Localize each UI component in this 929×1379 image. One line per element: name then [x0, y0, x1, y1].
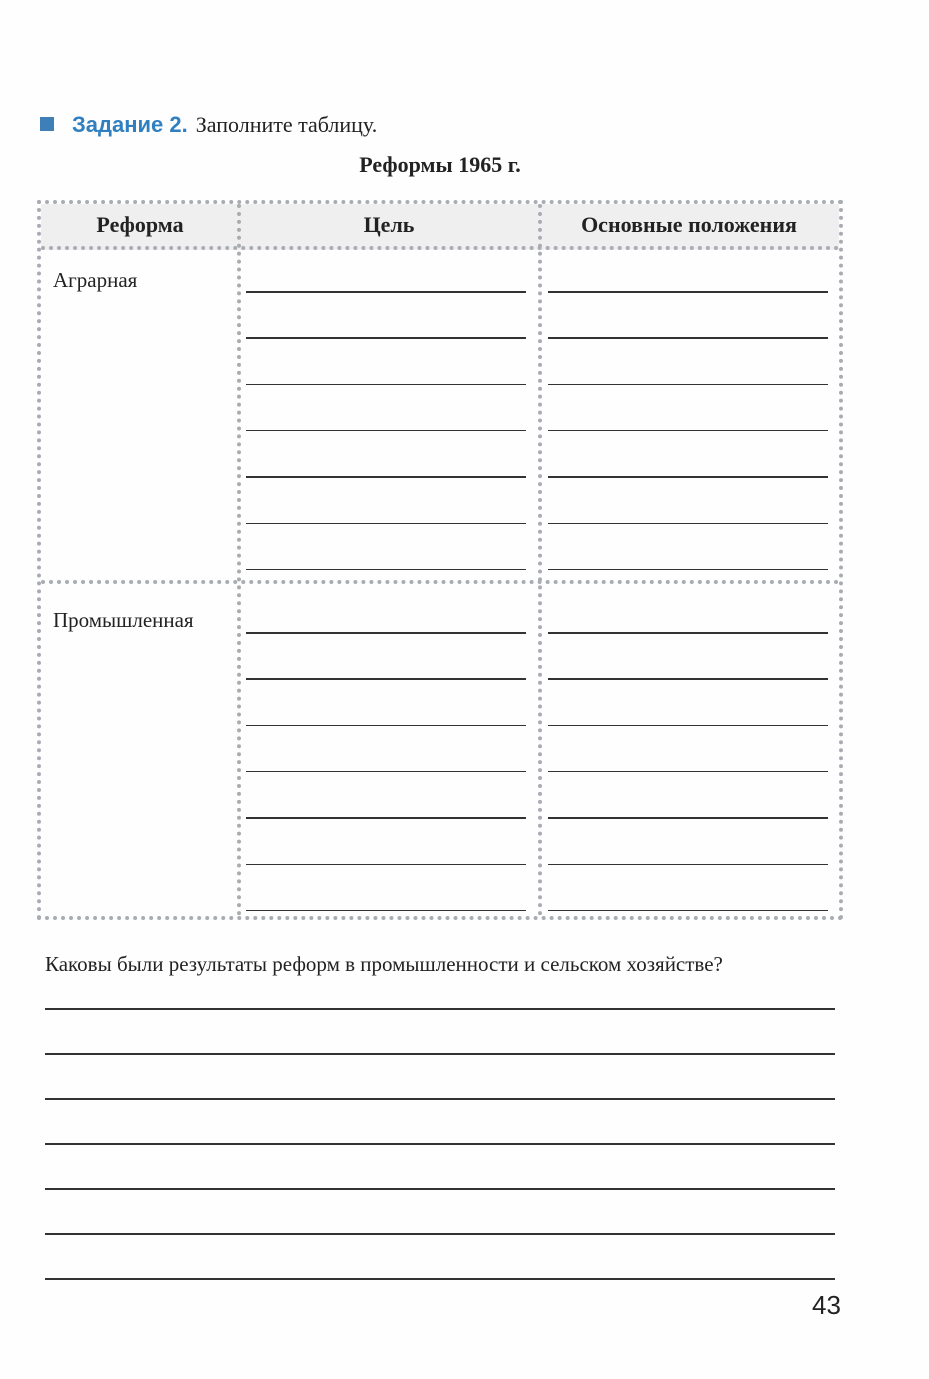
answer-line[interactable]	[548, 384, 828, 386]
row-divider	[41, 580, 839, 584]
answer-line[interactable]	[45, 1098, 835, 1100]
answer-line[interactable]	[246, 725, 526, 727]
header-reform: Реформа	[96, 212, 184, 237]
answer-line[interactable]	[548, 523, 828, 525]
answer-line[interactable]	[246, 430, 526, 432]
answer-line[interactable]	[548, 569, 828, 571]
answer-line[interactable]	[548, 476, 828, 478]
table-title: Реформы 1965 г.	[359, 152, 521, 177]
answer-line[interactable]	[548, 632, 828, 634]
answer-line[interactable]	[45, 1188, 835, 1190]
answer-line[interactable]	[548, 910, 828, 912]
answer-line[interactable]	[548, 771, 828, 773]
square-bullet-icon	[40, 117, 54, 131]
task-label: Задание 2.	[72, 112, 188, 137]
answer-line[interactable]	[246, 523, 526, 525]
page-number: 43	[812, 1290, 841, 1320]
header-goal: Цель	[363, 212, 415, 237]
answer-line[interactable]	[246, 291, 526, 293]
column-divider	[237, 204, 241, 916]
answer-line[interactable]	[246, 678, 526, 680]
answer-line[interactable]	[246, 384, 526, 386]
answer-line[interactable]	[45, 1143, 835, 1145]
answer-line[interactable]	[548, 678, 828, 680]
answer-line[interactable]	[246, 632, 526, 634]
question-text: Каковы были результаты реформ в промышленности и сельском хозяйстве?	[45, 952, 723, 976]
answer-line[interactable]	[246, 910, 526, 912]
column-divider	[538, 204, 542, 916]
task-heading	[40, 112, 377, 138]
header-provisions: Основные положения	[581, 212, 797, 237]
answer-line[interactable]	[548, 817, 828, 819]
answer-line[interactable]	[246, 337, 526, 339]
table-header	[41, 204, 839, 250]
answer-line[interactable]	[548, 725, 828, 727]
answer-line[interactable]	[246, 569, 526, 571]
answer-line[interactable]	[45, 1278, 835, 1280]
answer-line[interactable]	[45, 1053, 835, 1055]
answer-line[interactable]	[548, 864, 828, 866]
answer-line[interactable]	[246, 817, 526, 819]
answer-line[interactable]	[45, 1008, 835, 1010]
task-text: Заполните таблицу.	[195, 112, 378, 137]
row-name-agrarian: Аграрная	[53, 268, 138, 292]
reforms-table	[37, 200, 843, 920]
answer-line[interactable]	[45, 1233, 835, 1235]
answer-line[interactable]	[246, 864, 526, 866]
answer-line[interactable]	[246, 476, 526, 478]
row-name-industrial: Промышленная	[53, 608, 194, 632]
answer-line[interactable]	[548, 337, 828, 339]
answer-line[interactable]	[246, 771, 526, 773]
answer-line[interactable]	[548, 291, 828, 293]
answer-line[interactable]	[548, 430, 828, 432]
